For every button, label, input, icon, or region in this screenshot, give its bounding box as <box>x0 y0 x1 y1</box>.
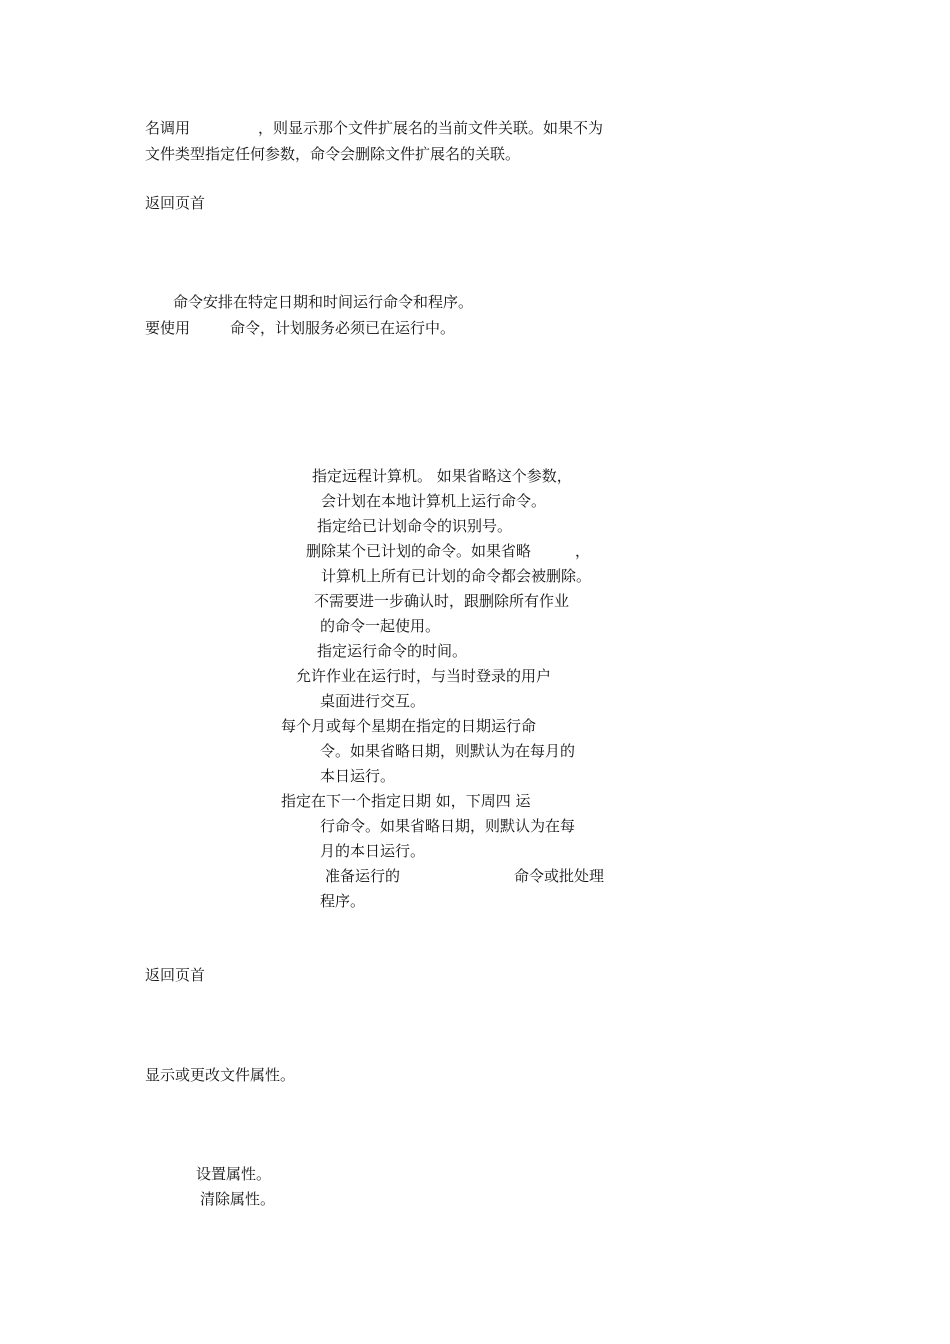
at-intro-line1: 命令安排在特定日期和时间运行命令和程序。 <box>173 293 474 311</box>
param-every-line1: 每个月或每个星期在指定的日期运行命 <box>281 717 537 735</box>
param-command-line2: 程序。 <box>320 892 366 910</box>
param-next-line2: 行命令。如果省略日期，则默认为在每 <box>320 817 576 835</box>
param-computername-line2: 会计划在本地计算机上运行命令。 <box>321 492 547 510</box>
assoc-text-line1b: ，则显示那个文件扩展名的当前文件关联。如果不为 <box>258 119 604 137</box>
param-delete-line2: 计算机上所有已计划的命令都会被删除。 <box>321 567 592 585</box>
param-command-line1a: 准备运行的 <box>325 867 401 885</box>
param-interactive-line1: 允许作业在运行时，与当时登录的用户 <box>296 667 552 685</box>
attrib-param-set: 设置属性。 <box>196 1165 272 1183</box>
assoc-text-line2: 文件类型指定任何参数，命令会删除文件扩展名的关联。 <box>145 145 521 163</box>
param-interactive-line2: 桌面进行交互。 <box>320 692 426 710</box>
param-every-line3: 本日运行。 <box>320 767 396 785</box>
at-intro-line2b: 命令，计划服务必须已在运行中。 <box>230 319 456 337</box>
param-next-line1: 指定在下一个指定日期 如，下周四 运 <box>281 792 531 810</box>
param-id-line1: 指定给已计划命令的识别号。 <box>317 517 513 535</box>
assoc-text-line1a: 名调用 <box>145 119 191 137</box>
param-next-line3: 月的本日运行。 <box>320 842 426 860</box>
param-command-line1b: 命令或批处理 <box>514 867 605 885</box>
param-delete-line1: 删除某个已计划的命令。如果省略 <box>306 542 532 560</box>
back-to-top-link-1[interactable]: 返回页首 <box>145 194 206 212</box>
param-time-line1: 指定运行命令的时间。 <box>317 642 468 660</box>
attrib-param-clear: 清除属性。 <box>200 1190 276 1208</box>
param-computername-line1: 指定远程计算机。 如果省略这个参数， <box>312 467 572 485</box>
param-every-line2: 令。如果省略日期，则默认为在每月的 <box>320 742 576 760</box>
param-yes-line1: 不需要进一步确认时，跟删除所有作业 <box>314 592 570 610</box>
param-delete-line1b: ， <box>575 542 591 560</box>
attrib-intro: 显示或更改文件属性。 <box>145 1066 296 1084</box>
back-to-top-link-2[interactable]: 返回页首 <box>145 966 206 984</box>
param-yes-line2: 的命令一起使用。 <box>320 617 441 635</box>
at-intro-line2a: 要使用 <box>145 319 191 337</box>
